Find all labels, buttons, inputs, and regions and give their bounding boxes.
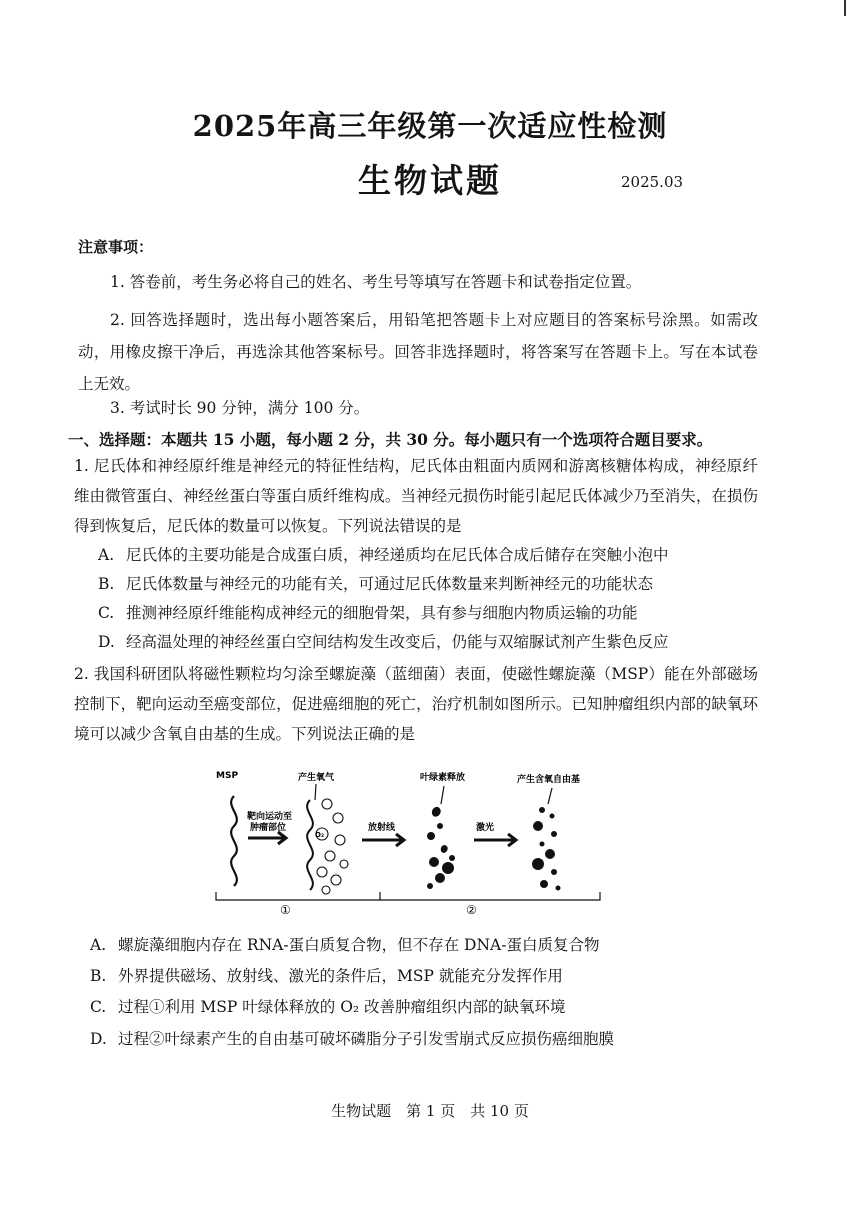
label-arrow1-line1: 靶向运动至: [247, 812, 293, 822]
option-text: 过程②叶绿素产生的自由基可破坏磷脂分子引发雪崩式反应损伤癌细胞膜: [118, 1030, 615, 1048]
notice-heading: 注意事项：: [78, 238, 154, 256]
question-2-option-a: [90, 930, 750, 960]
oxygen-bubbles: [316, 799, 348, 894]
question-1-option-d: [98, 627, 758, 657]
msp-spiral-2: [307, 800, 313, 890]
notice-item-1: 1. 答卷前，考生务必将自己的姓名、考生号等填写在答题卡和试卷指定位置。: [110, 273, 642, 291]
section-heading: 一、选择题：本题共 15 小题，每小题 2 分，共 30 分。每小题只有一个选项符合题目要求。: [68, 430, 713, 449]
label-arrow3: 激光: [476, 823, 495, 833]
question-2-option-d: [90, 1024, 750, 1054]
option-text: 尼氏体的主要功能是合成蛋白质，神经递质均在尼氏体合成后储存在突触小泡中: [126, 546, 669, 564]
exam-subject: 生物试题: [358, 161, 502, 200]
step-1-label: ①: [280, 903, 291, 917]
scan-mark: [844, 0, 846, 16]
option-label: C.: [90, 998, 107, 1016]
option-label: A.: [90, 936, 107, 954]
exam-date: 2025.03: [621, 173, 684, 191]
question-1-stem: 1. 尼氏体和神经原纤维是神经元的特征性结构，尼氏体由粗面内质网和游离核糖体构成，神经原纤维由微管蛋白、神经丝蛋白等蛋白质纤维构成。当神经元损伤时能引起尼氏体减少乃至消失，在损伤得到恢复后，尼氏体的数量可以恢复。下列说法错误的是: [74, 457, 759, 535]
step-2-label: ②: [466, 903, 477, 917]
question-2-option-c: [90, 992, 750, 1022]
label-arrow1-line2: 肿瘤部位: [250, 823, 287, 833]
option-label: B.: [90, 967, 107, 985]
question-2-option-b: [90, 961, 750, 991]
question-1-option-a: [98, 540, 758, 570]
arrow-targeting: [248, 832, 286, 844]
notice-item-3: 3. 考试时长 90 分钟，满分 100 分。: [110, 399, 370, 417]
process-bracket: [216, 892, 600, 900]
label-msp: MSP: [216, 771, 239, 781]
arrow-laser: [474, 834, 516, 846]
page-footer: 生物试题 第 1 页 共 10 页: [331, 1102, 529, 1120]
label-oxygen: 产生氧气: [298, 773, 335, 783]
option-text: 尼氏体数量与神经元的功能有关，可通过尼氏体数量来判断神经元的功能状态: [126, 575, 654, 593]
msp-spiral: [231, 796, 237, 886]
option-label: A.: [98, 546, 115, 564]
option-text: 过程①利用 MSP 叶绿体释放的 O₂ 改善肿瘤组织内部的缺氧环境: [118, 998, 566, 1016]
question-2-stem: 2. 我国科研团队将磁性颗粒均匀涂至螺旋藻（蓝细菌）表面，使磁性螺旋藻（MSP）能在外部磁场控制下，靶向运动至癌变部位，促进癌细胞的死亡，治疗机制如图所示。已知肿瘤组织内部的缺氧环境可以减少含氧自由基的生成。下列说法正确的是: [74, 665, 758, 743]
label-arrow2: 放射线: [368, 823, 396, 833]
question-1-option-c: [98, 598, 758, 628]
option-text: 经高温处理的神经丝蛋白空间结构发生改变后，仍能与双缩脲试剂产生紫色反应: [126, 633, 669, 651]
chlorophyll-fragments: [427, 807, 455, 889]
option-label: D.: [90, 1030, 107, 1048]
option-text: 外界提供磁场、放射线、激光的条件后，MSP 就能充分发挥作用: [118, 967, 563, 985]
option-label: B.: [98, 575, 115, 593]
question-1-option-b: [98, 569, 758, 599]
notice-item-2: 2. 回答选择题时，选出每小题答案后，用铅笔把答题卡上对应题目的答案标号涂黑。如需改动，用橡皮擦干净后，再选涂其他答案标号。回答非选择题时，将答案写在答题卡上。写在本试卷上无效。: [78, 311, 758, 393]
option-text: 螺旋藻细胞内存在 RNA-蛋白质复合物，但不存在 DNA-蛋白质复合物: [118, 936, 600, 954]
exam-title: 2025年高三年级第一次适应性检测: [192, 109, 668, 143]
option-text: 推测神经原纤维能构成神经元的细胞骨架，具有参与细胞内物质运输的功能: [126, 604, 638, 622]
msp-mechanism-diagram: [212, 768, 604, 918]
option-label: D.: [98, 633, 115, 651]
arrow-radiation: [362, 834, 404, 846]
label-radical: 产生含氧自由基: [517, 775, 581, 785]
label-chlorophyll: 叶绿素释放: [420, 773, 466, 783]
o2-label: O₂: [315, 831, 325, 839]
radical-fragments: [532, 807, 561, 891]
option-label: C.: [98, 604, 115, 622]
